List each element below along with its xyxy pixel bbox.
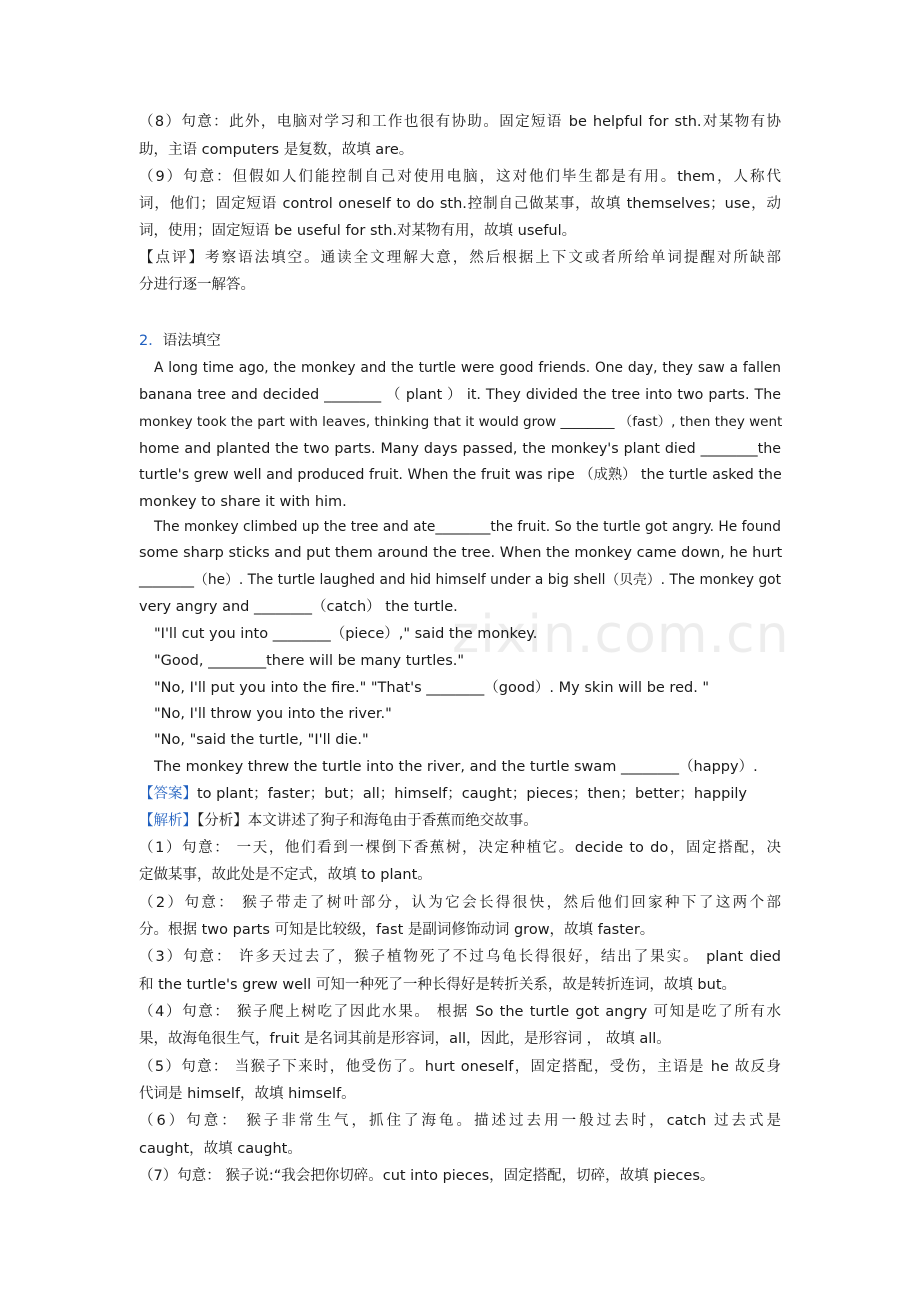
question-title: 语法填空: [162, 333, 221, 349]
analysis-line: （7）句意： 猴子说:“我会把你切碎。cut into pieces，固定搭配，切碎，故填 pieces。: [139, 1168, 715, 1184]
analysis-line: （6）句意： 猴子非常生气，抓住了海龟。描述过去用一般过去时，catch 过去式是: [139, 1113, 781, 1129]
passage-line: "No, I'll throw you into the river.": [154, 706, 392, 722]
analysis-line: 分。根据 two parts 可知是比较级，fast 是副词修饰动词 grow，故填 faster。: [139, 922, 655, 938]
passage-line: "Good, ________there will be many turtles.": [154, 653, 465, 669]
passage-line: ________（he）. The turtle laughed and hid himself under a big shell（贝壳）. The monkey got: [139, 572, 781, 588]
prev-analysis-line: 助，主语 computers 是复数，故填 are。: [139, 142, 414, 158]
passage-line: very angry and ________（catch） the turtle.: [139, 599, 458, 615]
passage-line: A long time ago, the monkey and the turtle were good friends. One day, they saw a fallen: [154, 360, 781, 376]
prev-analysis-line: 词，他们；固定短语 control oneself to do sth.控制自己做某事，故填 themselves；use，动: [139, 196, 781, 212]
analysis-line: （2）句意： 猴子带走了树叶部分，认为它会长得很快，然后他们回家种下了这两个部: [139, 895, 781, 911]
prev-analysis-line: （8）句意：此外，电脑对学习和工作也很有协助。固定短语 be helpful for sth.对某物有协: [139, 114, 781, 130]
question-heading: [139, 331, 781, 351]
passage-line: monkey to share it with him.: [139, 494, 347, 510]
prev-analysis-line: 词，使用；固定短语 be useful for sth.对某物有用，故填 useful。: [139, 223, 577, 239]
analysis-line: （3）句意： 许多天过去了，猴子植物死了不过乌龟长得很好，结出了果实。 plant died: [139, 949, 781, 965]
analysis-line: （5）句意： 当猴子下来时，他受伤了。hurt oneself，固定搭配，受伤，主语是 he 故反身: [139, 1059, 781, 1075]
passage-line: turtle's grew well and produced fruit. When the fruit was ripe （成熟） the turtle asked the: [139, 467, 782, 483]
prev-analysis-line: （9）句意：但假如人们能控制自己对使用电脑，这对他们毕生都是有用。them，人称代: [139, 169, 781, 185]
analysis-line: 果，故海龟很生气，fruit 是名词其前是形容词，all，因此，是形容词 ， 故填 all。: [139, 1031, 671, 1047]
answer-text: to plant；faster；but；all；himself；caught；pieces；then；better；happily: [197, 786, 747, 802]
watermark: zixin.com.cn: [452, 605, 790, 665]
analysis-line: （1）句意： 一天，他们看到一棵倒下香蕉树，决定种植它。decide to do，固定搭配，决: [139, 840, 781, 856]
question-number: 2．: [139, 333, 163, 349]
passage-line: The monkey threw the turtle into the river, and the turtle swam ________（happy）.: [154, 759, 758, 775]
passage-line: banana tree and decided ________ （ plant ） it. They divided the tree into two parts. The: [139, 387, 781, 403]
analysis-label: 【解析】: [139, 813, 197, 829]
passage-line: The monkey climbed up the tree and ate________the fruit. So the turtle got angry. He found: [154, 519, 781, 535]
passage-line: "No, I'll put you into the fire." "That's ________（good）. My skin will be red. ": [154, 680, 710, 696]
passage-line: home and planted the two parts. Many days passed, the monkey's plant died ________the: [139, 441, 781, 457]
analysis-line: caught，故填 caught。: [139, 1141, 302, 1157]
answer-label: 【答案】: [139, 786, 197, 802]
prev-analysis-line: 【点评】考察语法填空。通读全文理解大意，然后根据上下文或者所给单词提醒对所缺部: [139, 250, 781, 266]
passage-line: some sharp sticks and put them around the tree. When the monkey came down, he hurt: [139, 545, 783, 561]
passage-line: "No, "said the turtle, "I'll die.": [154, 732, 369, 748]
analysis-line: （4）句意： 猴子爬上树吃了因此水果。 根据 So the turtle got angry 可知是吃了所有水: [139, 1004, 781, 1020]
analysis-intro-line: [139, 811, 781, 831]
passage-line: monkey took the part with leaves, thinking that it would grow ________ （fast）, then they went: [139, 414, 783, 430]
analysis-line: 定做某事，故此处是不定式，故填 to plant。: [139, 867, 432, 883]
analysis-line: 和 the turtle's grew well 可知一种死了一种长得好是转折关系，故是转折连词，故填 but。: [139, 977, 737, 993]
analysis-line: 代词是 himself，故填 himself。: [139, 1086, 356, 1102]
analysis-intro: 【分析】本文讲述了狗子和海龟由于香蕉而绝交故事。: [197, 813, 538, 829]
prev-analysis-line: 分进行逐一解答。: [139, 277, 255, 293]
passage-line: "I'll cut you into ________（piece）," said the monkey.: [154, 626, 538, 642]
answer-line: [139, 784, 781, 804]
